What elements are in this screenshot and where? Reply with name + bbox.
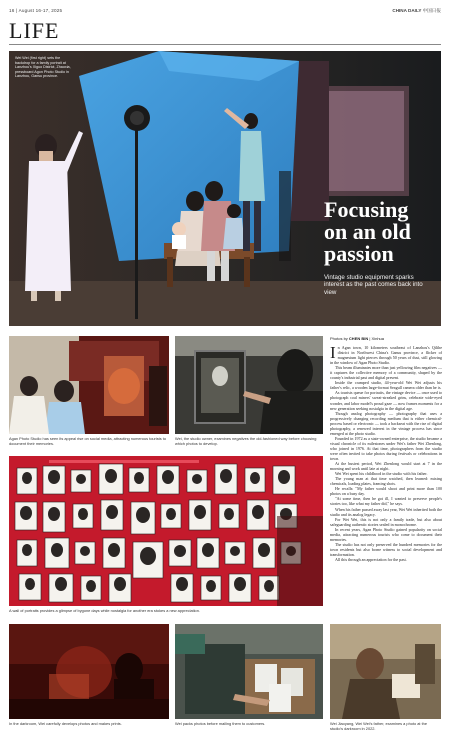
article-paragraph: This beam illuminates more than just yellowing film negatives — it captures the collective memory of a community, shaped by the county's industrial past and digital present.	[330, 365, 442, 381]
darkroom-illustration	[9, 624, 169, 719]
section-title: LIFE	[9, 18, 60, 43]
packing-illustration	[175, 624, 323, 719]
article-body	[330, 345, 442, 617]
article-paragraph: The studio has not only preserved the hundred memories for the town residents but also borne witness to social development and transformation.	[330, 541, 442, 557]
subhead: Vintage studio equipment sparks interest as the past comes back into view	[324, 274, 423, 296]
article-paragraph: In recent years, Agan Photo Studio gained popularity on social media, attracting numerous tourists who come to document their memories.	[330, 526, 442, 542]
photo-darkroom	[9, 624, 169, 719]
photo-credit: Photos by CHEN BIN | Xinhua	[330, 336, 384, 341]
article-paragraph: Founded in 1972 as a state-owned enterprise, the studio became a visual chronicle of its milestones under Wei's father Wei Zhenlong, who joined in 1976. At that time, photographers from the studio were often invited to take photos during festivals or celebrations in town.	[330, 435, 442, 462]
article-paragraph: At the busiest period, Wei Zhenlong would start at 7 in the morning and work until late at night.	[330, 461, 442, 472]
article-paragraph: In Agan town, 10 kilometers southeast of Lanzhou's Qilihe district in Northwest China's Gansu province, a flicker of magnesium light pierces through 50 years of dust, still glowing in the window of Agan Photo Studio.	[330, 345, 442, 366]
hero-caption: Wei Wei (first right) sets the backdrop for a family portrait at Lanzhou's Xiguo District, Zhaoxia, pressboard Agon Photo Studio in Lanzhou, Gansu province.	[15, 56, 71, 79]
article-paragraph: He recalls: "My father would shoot and print more than 100 photos on a busy day.	[330, 486, 442, 497]
paper-name	[392, 8, 441, 14]
hero-photo	[9, 51, 441, 326]
article-paragraph: All this through an appreciation for the past.	[335, 556, 407, 562]
photo-tourists	[9, 336, 169, 434]
article-paragraph: Though analog photography — photography that uses a progressively changing recording medium that is either chemical-process based or electronic — took a backseat with the rise of digital photography, a renewed interest in the vintage process has since emerged at the photo studio.	[330, 410, 442, 436]
father-illustration	[330, 624, 441, 719]
portrait-wall-illustration	[9, 456, 323, 606]
article-paragraph: When his father passed away last year, Wei Wei inherited both the studio and its analog legacy.	[330, 506, 442, 517]
caption-darkroom: In the darkroom, Wei carefully develops photos and makes prints.	[9, 721, 122, 726]
article-paragraph: For Wei Wei, this is not only a family trade, but also about safeguarding authentic stories sealed in monochrome.	[330, 516, 442, 527]
caption-packing: Wei packs photos before mailing them to customers.	[175, 721, 266, 726]
headline-line-2: on an old	[324, 219, 411, 244]
headline	[324, 199, 439, 265]
header-rule	[9, 44, 441, 45]
article-paragraph: Wei Wei spent his childhood in the studio with his father.	[335, 471, 428, 477]
credit-label: Photos by	[330, 336, 348, 341]
caption-tourists: Agan Photo Studio has seen its appeal rise on social media, attracting numerous tourists to document their memories.	[9, 436, 167, 446]
caption-portrait-wall: A wall of portraits provides a glimpse of bygone days while nostalgia for another era stokes a new appreciation.	[9, 608, 200, 613]
credit-name: CHEN BIN	[348, 336, 369, 341]
negatives-illustration	[175, 336, 323, 434]
photo-packing	[175, 624, 323, 719]
article-paragraph: The young man at that time watched, then learned: mixing chemicals, loading plates, framing shots.	[330, 476, 442, 487]
paper-name-en: CHINA DAILY	[392, 8, 422, 13]
photo-portrait-wall	[9, 456, 323, 606]
paper-name-cn: 中国日报	[422, 8, 441, 13]
credit-agency: Xinhua	[371, 336, 384, 341]
caption-father: Wei Jiaoyang, Wei Wei's father, examines a photo at the studio's darkroom in 2022.	[330, 721, 427, 731]
article-paragraph: "At some time, then he got ill, I wanted to preserve people's stories too, like what my father did," he says.	[330, 496, 442, 507]
page-info: 16 | August 16-17, 2025	[9, 8, 63, 13]
headline-line-3: passion	[324, 241, 394, 266]
photo-negatives	[175, 336, 323, 434]
article-paragraph: Inside the cramped studio, 44-year-old Wei Wei adjusts his father's relic, a wooden large-format Seagull camera older than he is.	[330, 380, 442, 391]
drop-cap: I	[330, 345, 336, 362]
headline-line-1: Focusing	[324, 197, 409, 222]
tourists-illustration	[9, 336, 169, 434]
caption-negatives: Wei, the studio owner, examines negatives the old-fashioned way before choosing which photos to develop.	[175, 436, 317, 446]
photo-father	[330, 624, 441, 719]
article-paragraph: As tourists queue for portraits, the vintage device — once used to photograph coal miners' sweat-streaked grins, celebrate wide-eyed wonder, and labor model's proud gaze — now frames moments for a new generation seeking nostalgia in the digital age.	[330, 390, 442, 411]
